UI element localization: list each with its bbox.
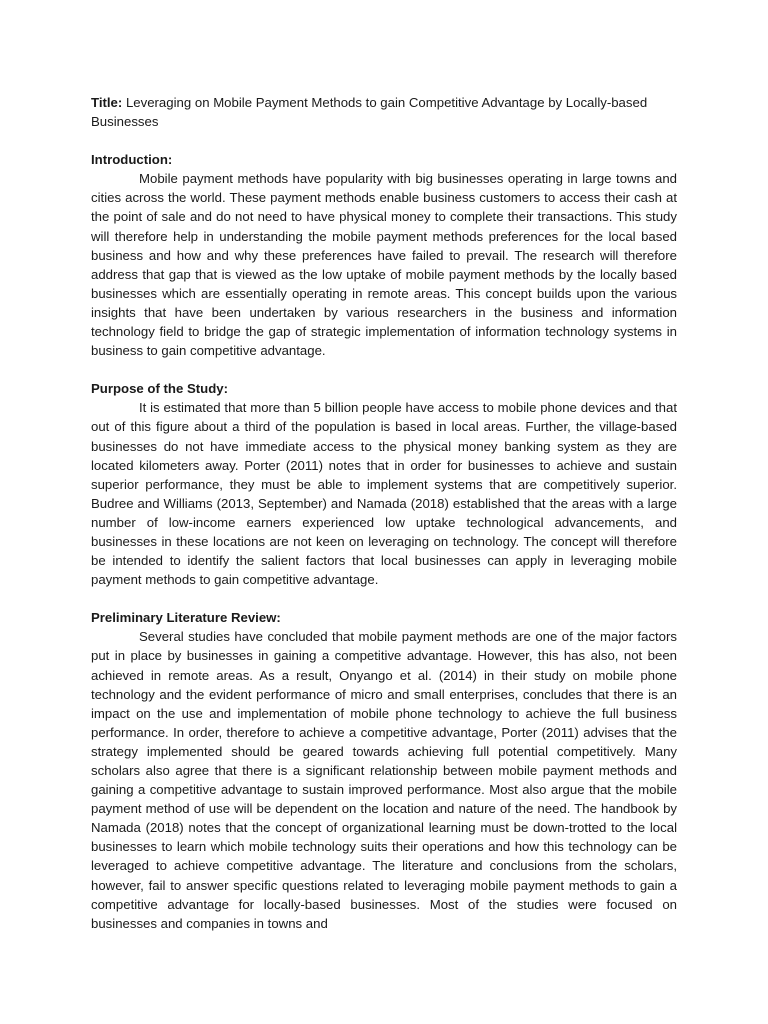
document-page — [91, 93, 677, 952]
document-title — [91, 93, 677, 131]
title-label: Title: — [91, 95, 123, 110]
section-paragraph: It is estimated that more than 5 billion people have access to mobile phone devices and that out of this figure about a third of the population is based in local areas. Further, the village-based businesses do not have immediate access to the physical money banking system as they are located kilometers away. Porter (2011) notes that in order for businesses to achieve and sustain superior performance, they must be able to implement systems that are competitively superior. Budree and Williams (2013, September) and Namada (2018) established that the areas with a large number of low-income earners experienced low uptake technological advancements, and businesses in these locations are not keen on leveraging on technology. The concept will therefore be intended to identify the salient factors that local businesses can apply in leveraging mobile payment methods to gain competitive advantage. — [91, 400, 677, 588]
section-literature-review — [91, 608, 677, 933]
section-heading: Preliminary Literature Review: — [91, 610, 281, 626]
section-paragraph: Several studies have concluded that mobile payment methods are one of the major factors put in place by businesses in gaining a competitive advantage. However, this has also, not been achieved in remote areas. As a result, Onyango et al. (2014) in their study on mobile phone technology and the evident performance of micro and small enterprises, concludes that there is an impact on the use and implementation of mobile phone technology to achieve the full business performance. In order, therefore to achieve a competitive advantage, Porter (2011) advises that the strategy implemented should be geared towards achieving full potential competitively. Many scholars also agree that there is a significant relationship between mobile payment methods and gaining a competitive advantage to sustain improved performance. Most also argue that the mobile payment method of use will be dependent on the location and nature of the need. The handbook by Namada (2018) notes that the concept of organizational learning must be down-trotted to the local businesses to learn which mobile technology suits their operations and how this technology can be leveraged to achieve competitive advantage. The literature and conclusions from the scholars, however, fail to answer specific questions related to leveraging mobile payment methods to gain a competitive advantage for locally-based businesses. Most of the studies were focused on businesses and companies in towns and — [91, 629, 677, 931]
section-heading: Purpose of the Study: — [91, 381, 229, 397]
section-heading: Introduction: — [91, 152, 173, 168]
section-paragraph: Mobile payment methods have popularity with big businesses operating in large towns and cities across the world. These payment methods enable business customers to access their cash at the point of sale and do not need to have physical money to complete their transactions. This study will therefore help in understanding the mobile payment methods preferences for the local based business and how and why these preferences have failed to prevail. The research will therefore address that gap that is viewed as the low uptake of mobile payment methods by the locally based businesses which are essentially operating in remote areas. This concept builds upon the various insights that have been undertaken by various researchers in the business and information technology field to bridge the gap of strategic implementation of information technology systems in business to gain competitive advantage. — [91, 171, 677, 359]
title-text: Leveraging on Mobile Payment Methods to gain Competitive Advantage by Locally-based Businesses — [91, 95, 648, 130]
section-purpose — [91, 379, 677, 589]
section-introduction — [91, 150, 677, 360]
